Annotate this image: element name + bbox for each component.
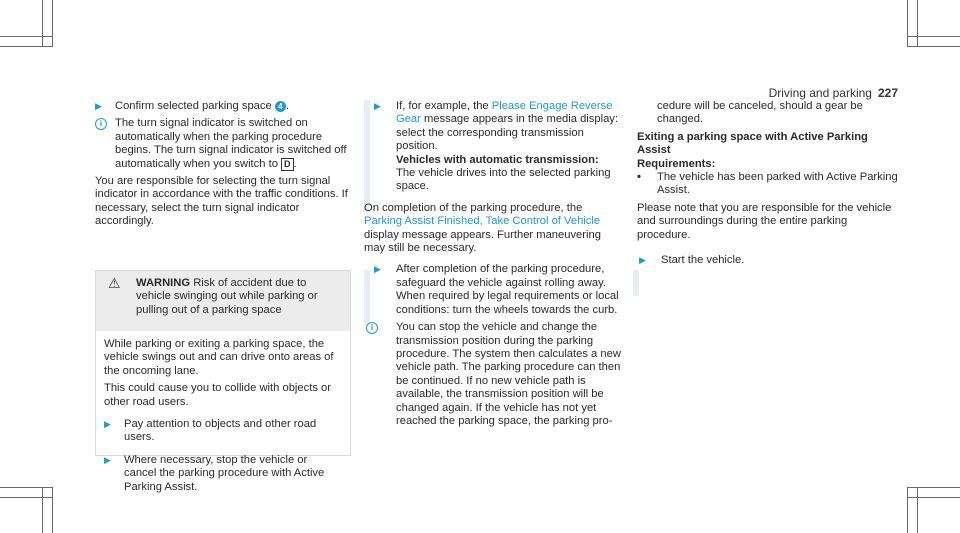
warning-action	[104, 418, 342, 445]
drive-key-icon: D	[281, 158, 294, 171]
column-left	[95, 100, 351, 233]
info-icon: i	[95, 117, 115, 130]
responsibility-paragraph: Please note that you are responsible for the vehicle and surroundings during the entire parking procedure.	[637, 201, 892, 241]
step-text: If, for example, the Please Engage Reverse Gear message appears in the media display: select the corresponding transmission position. Vehicles with automatic transmission: The vehicle drives into the selected parking space.	[396, 100, 622, 194]
info-icon: i	[364, 321, 396, 334]
requirement-text: The vehicle has been parked with Active Parking Assist.	[657, 171, 898, 197]
warning-text: While parking or exiting a parking space, the vehicle swings out and can drive onto areas of the oncoming lane.	[104, 338, 334, 377]
requirement-item	[637, 171, 899, 198]
crop-mark	[907, 0, 908, 46]
warning-action	[104, 454, 342, 494]
step-confirm	[95, 100, 351, 113]
step-text: Confirm selected parking space 4 .	[115, 100, 289, 112]
message-link: Please Engage Reverse Gear	[396, 100, 613, 126]
step-arrow-icon: ▶	[104, 419, 111, 430]
requirements-label: Requirements:	[637, 157, 716, 170]
subheading: Vehicles with automatic transmission:	[396, 153, 599, 166]
step-text: After completion of the parking procedure, safeguard the vehicle against rolling away. When required by legal requirements or local conditions: turn the wheels towards the curb.	[396, 263, 619, 316]
completion-paragraph: On completion of the parking procedure, the Parking Assist Finished, Take Control of Vehicle display message appears. Further maneuvering may still be necessary.	[364, 201, 601, 255]
section-title: Driving and parking	[768, 86, 872, 100]
step-safeguard	[364, 263, 622, 317]
step-arrow-icon: ▶	[374, 101, 381, 111]
crop-mark	[917, 487, 918, 533]
column-right	[637, 100, 899, 271]
message-link: Parking Assist Finished, Take Control of Vehicle	[364, 215, 601, 228]
step-sidebar-bar	[633, 270, 639, 296]
note-transmission	[364, 321, 622, 428]
action-text: Pay attention to objects and other road users.	[124, 418, 317, 444]
step-arrow-icon: ▶	[374, 264, 381, 275]
page-number: 227	[877, 86, 898, 100]
warning-text: This could cause you to collide with objects or other road users.	[104, 382, 331, 408]
bullet-icon: •	[637, 171, 641, 184]
crop-mark	[0, 46, 53, 47]
note-text: The turn signal indicator is switched on automatically when the parking procedure begins. The turn signal indicator is switched off automatically when you switch to D .	[115, 117, 347, 170]
warning-body	[96, 331, 350, 494]
step-arrow-icon: ▶	[95, 101, 102, 111]
note-text: You can stop the vehicle and change the transmission position during the parking procedure. The system then calculates a new vehicle path. The parking procedure can then be continued. If no new vehicle path is available, the transmission position will be changed again. If the vehicle has not yet reached the parking space, the parking pro-	[396, 321, 621, 427]
crop-mark	[907, 487, 960, 488]
crop-mark	[42, 0, 43, 46]
section-heading: Exiting a parking space with Active Parking Assist	[637, 130, 868, 157]
step-start	[637, 254, 899, 267]
warning-triangle-icon: ⚠	[108, 275, 121, 291]
crop-mark	[907, 36, 960, 37]
crop-mark	[907, 487, 908, 533]
column-middle	[364, 100, 622, 432]
page-header	[769, 86, 898, 100]
crop-mark	[0, 36, 53, 37]
step-arrow-icon: ▶	[639, 255, 646, 266]
crop-mark	[917, 0, 918, 46]
step-detail: The vehicle drives into the selected parking space.	[396, 167, 611, 193]
warning-title: WARNING Risk of accident due to vehicle swinging out while parking or pulling out of a parking space	[136, 277, 318, 316]
crop-mark	[52, 0, 53, 46]
step-text: Start the vehicle.	[661, 254, 745, 267]
note-turn-signal	[95, 117, 351, 171]
warning-box	[95, 270, 351, 493]
warning-header	[96, 271, 350, 331]
crop-mark	[907, 497, 960, 498]
crop-mark	[52, 487, 53, 533]
step-reverse-gear	[364, 100, 622, 194]
responsibility-paragraph: You are responsible for selecting the turn signal indicator in accordance with the traffic conditions. If necessary, select the turn signal indicator accordingly.	[95, 175, 348, 228]
crop-mark	[907, 46, 960, 47]
action-text: Where necessary, stop the vehicle or cancel the parking procedure with Active Parking Assist.	[124, 453, 325, 493]
note-continuation: cedure will be canceled, should a gear be changed.	[657, 100, 863, 126]
crop-mark	[0, 497, 53, 498]
callout-badge: 4	[275, 101, 286, 112]
crop-mark	[42, 487, 43, 533]
step-arrow-icon: ▶	[104, 454, 111, 465]
crop-mark	[0, 487, 53, 488]
